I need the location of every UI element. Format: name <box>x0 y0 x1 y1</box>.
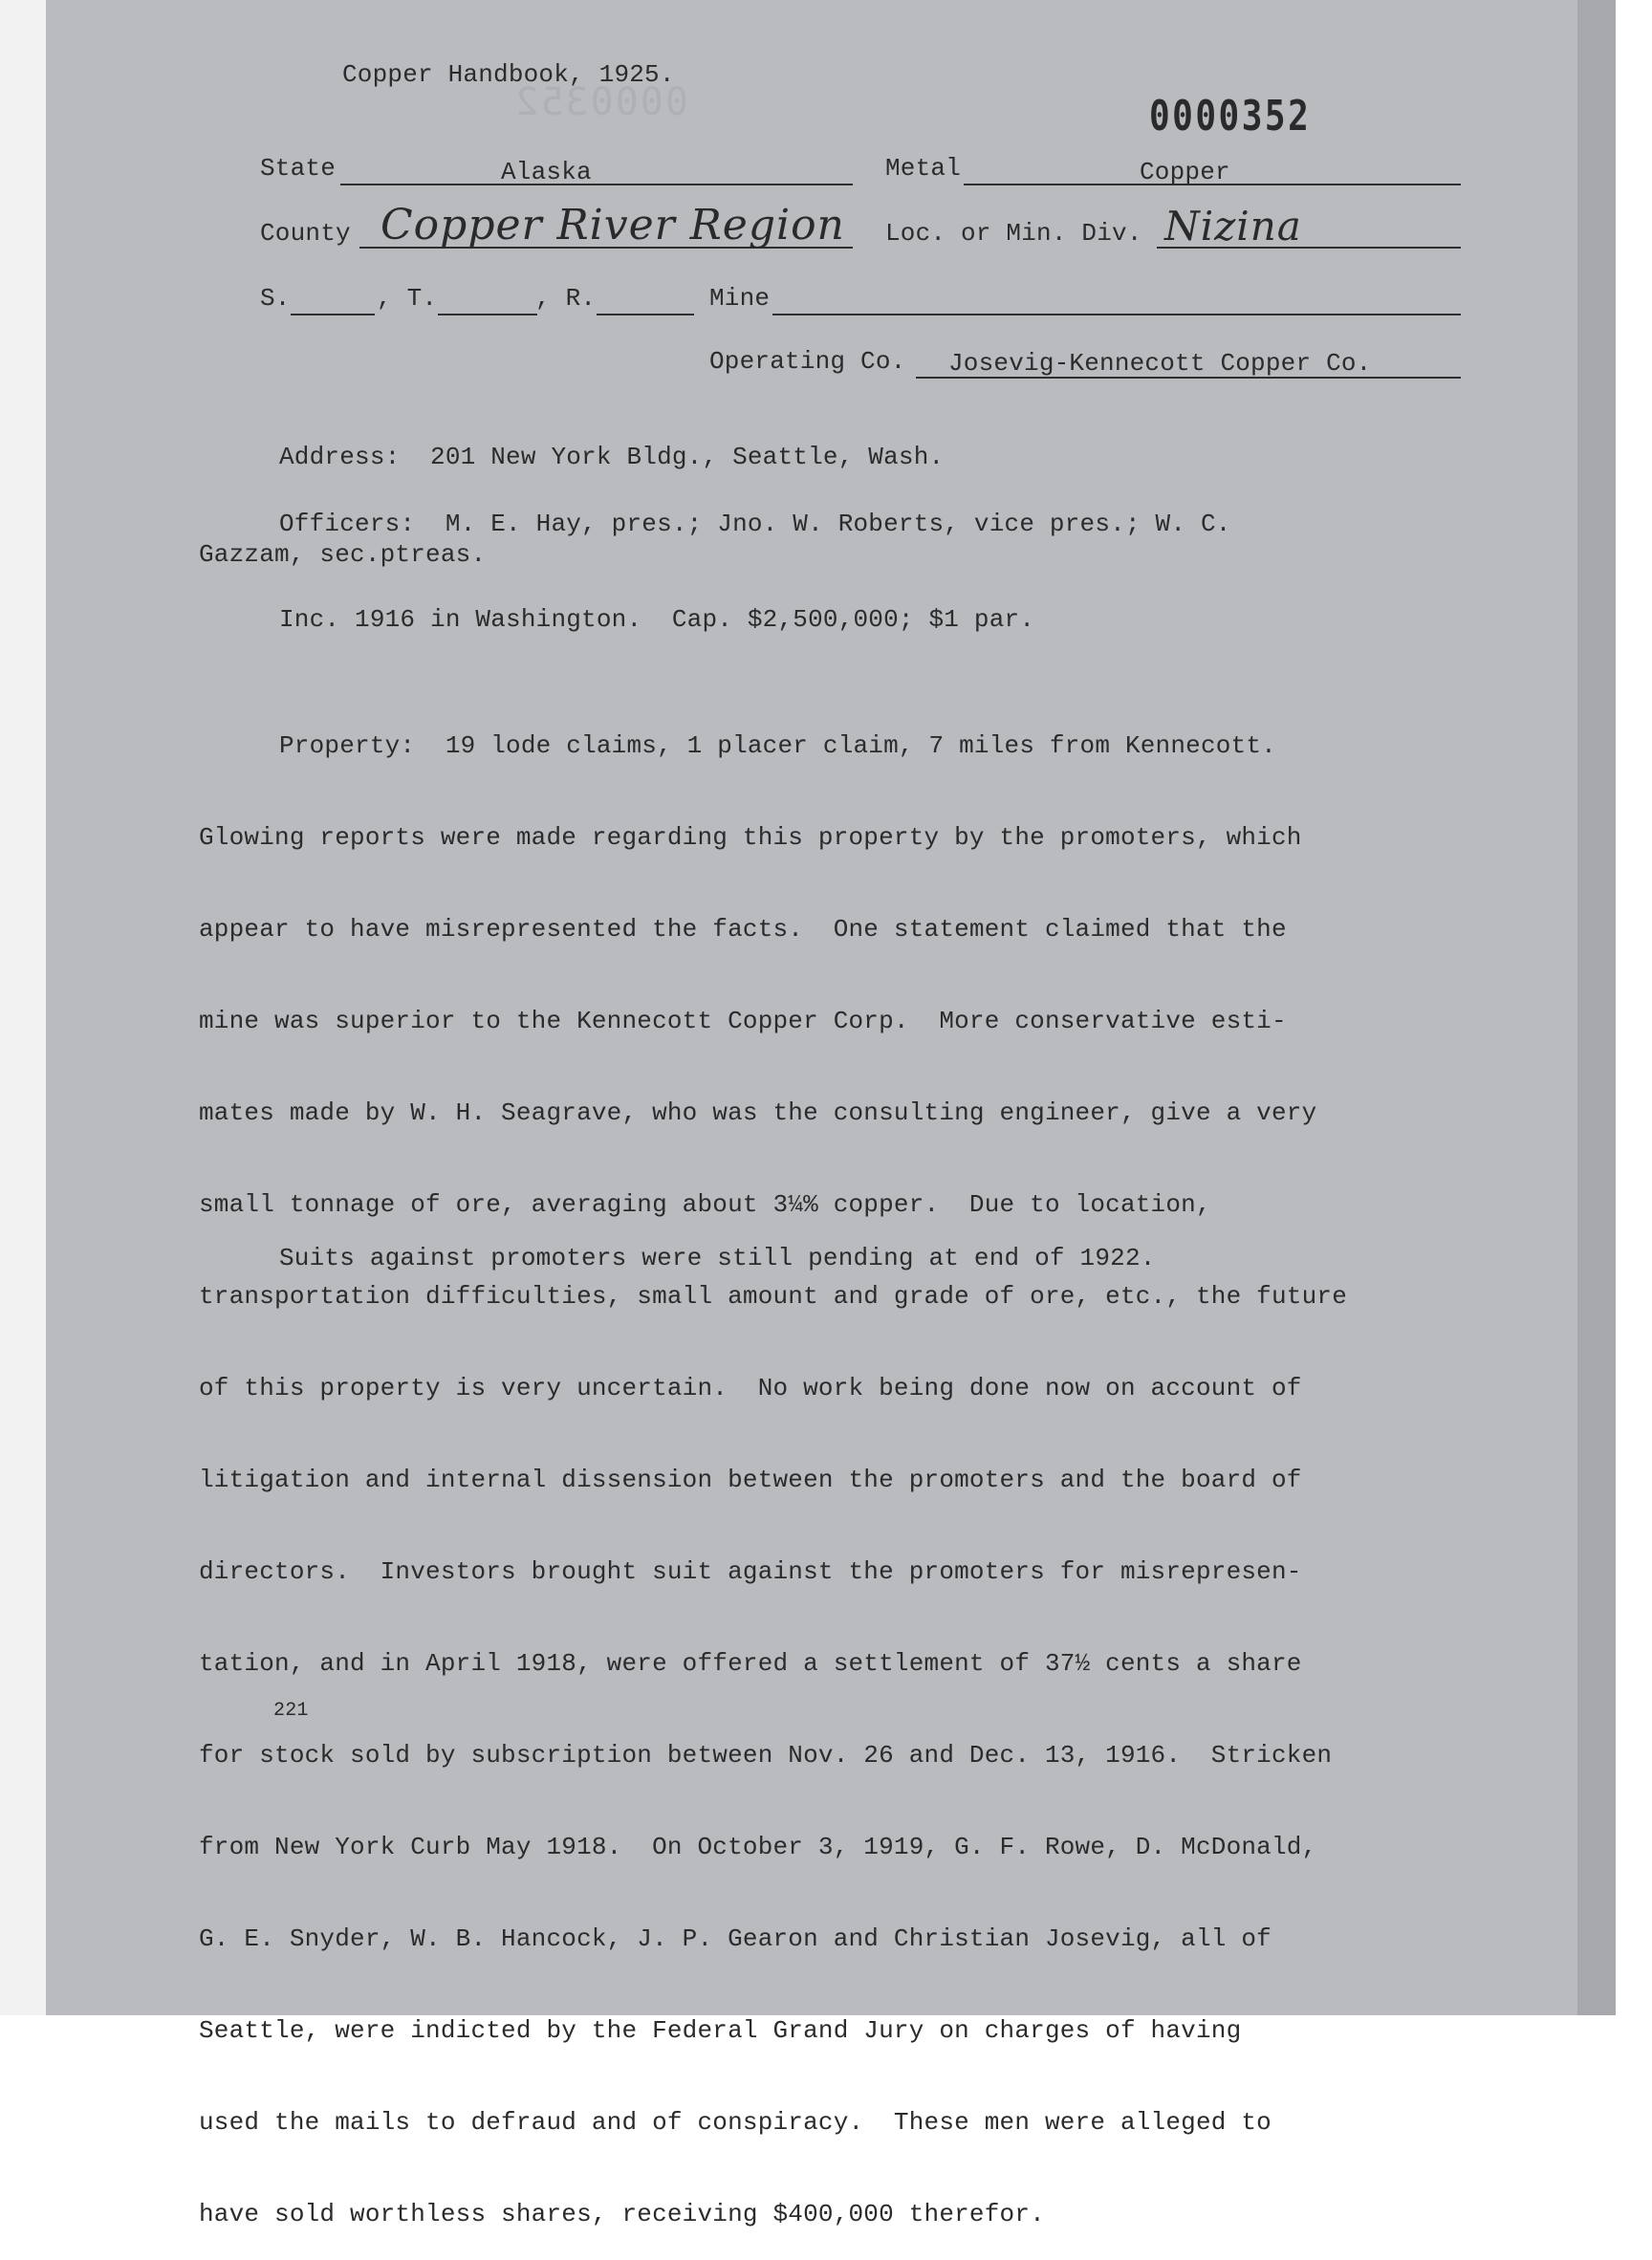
range-label: , R. <box>535 284 597 313</box>
property-line: small tonnage of ore, averaging about 3¼% copper. Due to location, <box>199 1190 1211 1219</box>
section-underline <box>291 314 375 315</box>
property-line: used the mails to defraud and of conspiracy. These men were alleged to <box>199 2108 1272 2137</box>
property-line: G. E. Snyder, W. B. Hancock, J. P. Gearon and Christian Josevig, all of <box>199 1924 1272 1953</box>
property-line: directors. Investors brought suit against the promoters for misrepresen- <box>199 1557 1302 1586</box>
operating-co-value: Josevig-Kennecott Copper Co. <box>948 349 1372 378</box>
property-line: from New York Curb May 1918. On October 3, 1919, G. F. Rowe, D. McDonald, <box>199 1833 1317 1861</box>
township-label: , T. <box>377 284 438 313</box>
property-line: have sold worthless shares, receiving $400,000 therefor. <box>199 2200 1045 2228</box>
operating-co-label: Operating Co. <box>709 347 906 376</box>
loc-div-label: Loc. or Min. Div. <box>885 219 1142 248</box>
scan-margin-left <box>0 0 46 2015</box>
property-line: for stock sold by subscription between Nov. 26 and Dec. 13, 1916. Stricken <box>199 1741 1333 1770</box>
property-line: mine was superior to the Kennecott Copper Corp. More conservative esti- <box>199 1007 1287 1035</box>
metal-label: Metal <box>885 154 962 183</box>
source-title: Copper Handbook, 1925. <box>342 60 675 89</box>
mine-underline <box>772 314 1461 315</box>
county-value-handwritten: Copper River Region <box>380 201 845 250</box>
property-line: appear to have misrepresented the facts. One statement claimed that the <box>199 915 1287 944</box>
address-line: Address: 201 New York Bldg., Seattle, Wash. <box>279 443 945 471</box>
property-line: Property: 19 lode claims, 1 placer claim, 7 miles from Kennecott. <box>279 731 1276 760</box>
state-value: Alaska <box>501 158 592 186</box>
officers-line-2: Gazzam, sec.ptreas. <box>199 540 487 569</box>
property-line: of this property is very uncertain. No work being done now on account of <box>199 1374 1302 1402</box>
loc-div-value-handwritten: Nizina <box>1164 203 1302 250</box>
state-label: State <box>260 154 337 183</box>
page-number: 221 <box>273 1700 309 1722</box>
property-paragraph <box>199 669 1347 2260</box>
bleed-through-number: 0000352 <box>513 80 688 124</box>
incorporation-line: Inc. 1916 in Washington. Cap. $2,500,000; $1 par. <box>279 605 1035 634</box>
scan-shadow-right <box>1577 0 1616 2015</box>
county-label: County <box>260 219 351 248</box>
scan-margin-right <box>1616 0 1652 2015</box>
property-line: Glowing reports were made regarding this property by the promoters, which <box>199 823 1302 852</box>
state-underline <box>340 184 853 185</box>
document-number-stamp: 0000352 <box>1149 92 1312 141</box>
section-label: S. <box>260 284 291 313</box>
metal-value: Copper <box>1140 158 1230 186</box>
mine-label: Mine <box>709 284 771 313</box>
property-line: mates made by W. H. Seagrave, who was the consulting engineer, give a very <box>199 1098 1317 1127</box>
property-line: tation, and in April 1918, were offered a settlement of 37½ cents a share <box>199 1649 1302 1678</box>
range-underline <box>597 314 694 315</box>
township-underline <box>438 314 537 315</box>
suits-line: Suits against promoters were still pending at end of 1922. <box>279 1244 1156 1272</box>
property-line: litigation and internal dissension between the promoters and the board of <box>199 1466 1302 1494</box>
officers-line-1: Officers: M. E. Hay, pres.; Jno. W. Roberts, vice pres.; W. C. <box>279 510 1231 538</box>
property-line: Seattle, were indicted by the Federal Grand Jury on charges of having <box>199 2016 1242 2045</box>
property-line: transportation difficulties, small amount and grade of ore, etc., the future <box>199 1282 1347 1311</box>
